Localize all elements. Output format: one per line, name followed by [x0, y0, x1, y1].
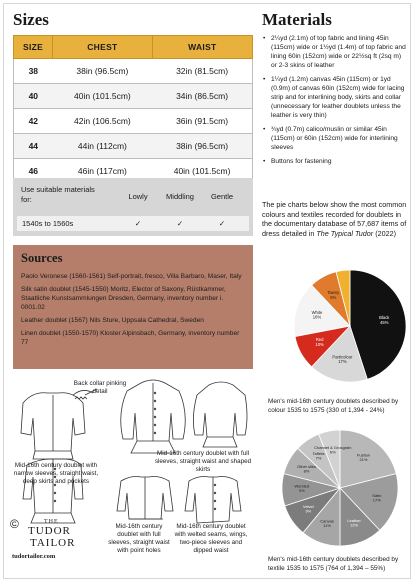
suitability-box [13, 178, 253, 236]
doublet-full-sleeves-illustration [121, 380, 186, 453]
tick-icon: ✓ [134, 219, 142, 228]
class-lowly: Lowly [128, 192, 148, 201]
pie-label-red: Red 10% [315, 337, 324, 347]
size-table [13, 35, 253, 184]
waist-value: 34in (86.5cm) [152, 84, 252, 109]
pie-label-white: White 16% [311, 309, 323, 320]
chest-value: 42in (106.5cm) [53, 109, 153, 134]
logo-tailor: TAILOR [30, 537, 76, 549]
doublet-point-holes-illustration [117, 477, 173, 520]
size-value: 42 [14, 109, 53, 134]
website-url: tudortailor.com [12, 553, 56, 560]
source-item: Leather doublet (1567) Nils Sture, Uppsala Cathedral, Sweden [21, 317, 204, 324]
collar-detail-label: Back collar pinking detail [73, 380, 127, 395]
pie-label-leather: Leather 12% [347, 518, 361, 528]
period-label: 1540s to 1560s [22, 219, 74, 228]
pie-label-canvas: Canvas 11% [320, 518, 334, 529]
sizes-heading: Sizes [13, 10, 49, 29]
pie-label-satin: Satin 17% [372, 493, 382, 503]
list-item: • Buttons for fastening [262, 157, 408, 166]
pie-label-worsted: Worsted 9% [294, 483, 310, 494]
back-view-illustration [21, 393, 85, 459]
tudor-tailor-logo [8, 517, 98, 565]
waist-value: 40in (101.5cm) [152, 159, 252, 184]
size-value: 44 [14, 134, 53, 159]
chest-value: 46in (117cm) [53, 159, 153, 184]
caption-narrow-sleeves: Mid-16th century doublet with narrow sleeves, straight waist, deep skirts and pockets [13, 462, 99, 485]
waist-value: 32in (81.5cm) [152, 59, 252, 84]
pie-label-taffeta: Taffeta 7% [312, 450, 325, 461]
pie-intro-body: The pie charts below show the most common colours and textiles recorded for doublets in the documentary database of 57,687 items of dress detailed in [262, 200, 407, 238]
sources-box [13, 245, 253, 369]
table-row [14, 109, 253, 134]
class-middling: Middling [166, 192, 194, 201]
table-row [14, 59, 253, 84]
chest-value: 44in (112cm) [53, 134, 153, 159]
suitability-row [17, 216, 249, 231]
materials-heading: Materials [262, 10, 332, 29]
copyright-symbol: © [10, 517, 19, 531]
caption-welted-seams: Mid-16th century doublet with welted seams, wings, two-piece sleeves and dipped waist [174, 523, 248, 554]
waist-value: 38in (96.5cm) [152, 134, 252, 159]
table-row [14, 84, 253, 109]
book-title: The Typical Tudor [316, 228, 374, 238]
materials-list [262, 34, 408, 171]
tick-icon: ✓ [218, 219, 226, 228]
pie-label-chamlet-grosgrain: Chamlet & Grosgrain 6% [314, 444, 352, 455]
list-item: • 2¼yd (2.1m) of top fabric and lining 45in (115cm) wide or 1½yd (1.4m) of top fabric and lining 60in (152cm) wide or 22½sq ft (2sq m) or 2-3 skins of leather [262, 34, 408, 70]
source-item: Paolo Veronese (1560-1561) Self-portrait, fresco, Villa Barbaro, Maser, Italy [21, 273, 242, 280]
chest-value: 40in (101.5cm) [53, 84, 153, 109]
colour-pie-caption: Men's mid-16th century doublets described by colour 1535 to 1575 (330 of 1,394 - 24%) [268, 398, 399, 414]
size-value: 40 [14, 84, 53, 109]
list-item: • 1¼yd (1.2m) canvas 45in (115cm) or 1yd (0.9m) of canvas 60in (152cm) wide for lacing strip and for interlining body, skirts and collar (unnecessary for leather doublets unless the leather is very thin) [262, 75, 408, 120]
pie-label-other-silks: Other silks 8% [297, 464, 316, 474]
header-waist: WAIST [152, 36, 252, 59]
pie-label-tawny: Tawny 8% [327, 290, 340, 300]
size-value: 46 [14, 159, 53, 184]
sources-heading: Sources [21, 251, 63, 265]
pie-label-black: Black 45% [379, 315, 390, 325]
header-size: SIZE [14, 36, 53, 59]
caption-point-holes: Mid-16th century doublet with full sleeves, straight waist with point holes [108, 523, 170, 554]
logo-tudor: TUDOR [28, 525, 71, 537]
size-value: 38 [14, 59, 53, 84]
waist-value: 36in (91.5cm) [152, 109, 252, 134]
caption-full-sleeves: Mid-16th century doublet with full sleeves, straight waist and shaped skirts [154, 450, 252, 473]
list-item: • ¾yd (0.7m) calico/muslin or similar 45in (115cm) or 60in (152cm) wide for interlining sleeves [262, 125, 408, 152]
pie-label-velvet: Velvet 9% [302, 504, 314, 514]
pie-label-fustian: Fustian 21% [356, 452, 371, 462]
book-year: (2022) [373, 228, 396, 238]
class-gentle: Gentle [210, 192, 234, 201]
source-item: Silk satin doublet (1545-1550) Moritz, Elector of Saxony, Rüstkammer, Staatliche Kunstsammlungen Dresden, Germany, inventory number i. 0001.02 [21, 286, 226, 311]
textile-pie-chart [262, 422, 408, 552]
suitability-title: Use suitable materials for: [21, 185, 95, 204]
size-table-header [14, 36, 253, 59]
logo-the: THE [44, 519, 59, 525]
pie-label-particolour: Particolour 17% [332, 354, 353, 365]
textile-pie-caption: Men's mid-16th century doublets described by textile 1535 to 1575 (764 of 1,394 – 55%) [268, 556, 399, 572]
doublet-right-illustration [193, 382, 247, 447]
pie-intro-text [262, 200, 408, 238]
tick-icon: ✓ [176, 219, 184, 228]
source-item: Linen doublet (1550-1570) Kloster Alpinsbach, Germany, inventory number 77 [21, 330, 240, 346]
table-row [14, 134, 253, 159]
colour-pie-chart [262, 258, 408, 398]
chest-value: 38in (96.5cm) [53, 59, 153, 84]
doublet-welted-seams-illustration [185, 477, 241, 524]
header-chest: CHEST [53, 36, 153, 59]
